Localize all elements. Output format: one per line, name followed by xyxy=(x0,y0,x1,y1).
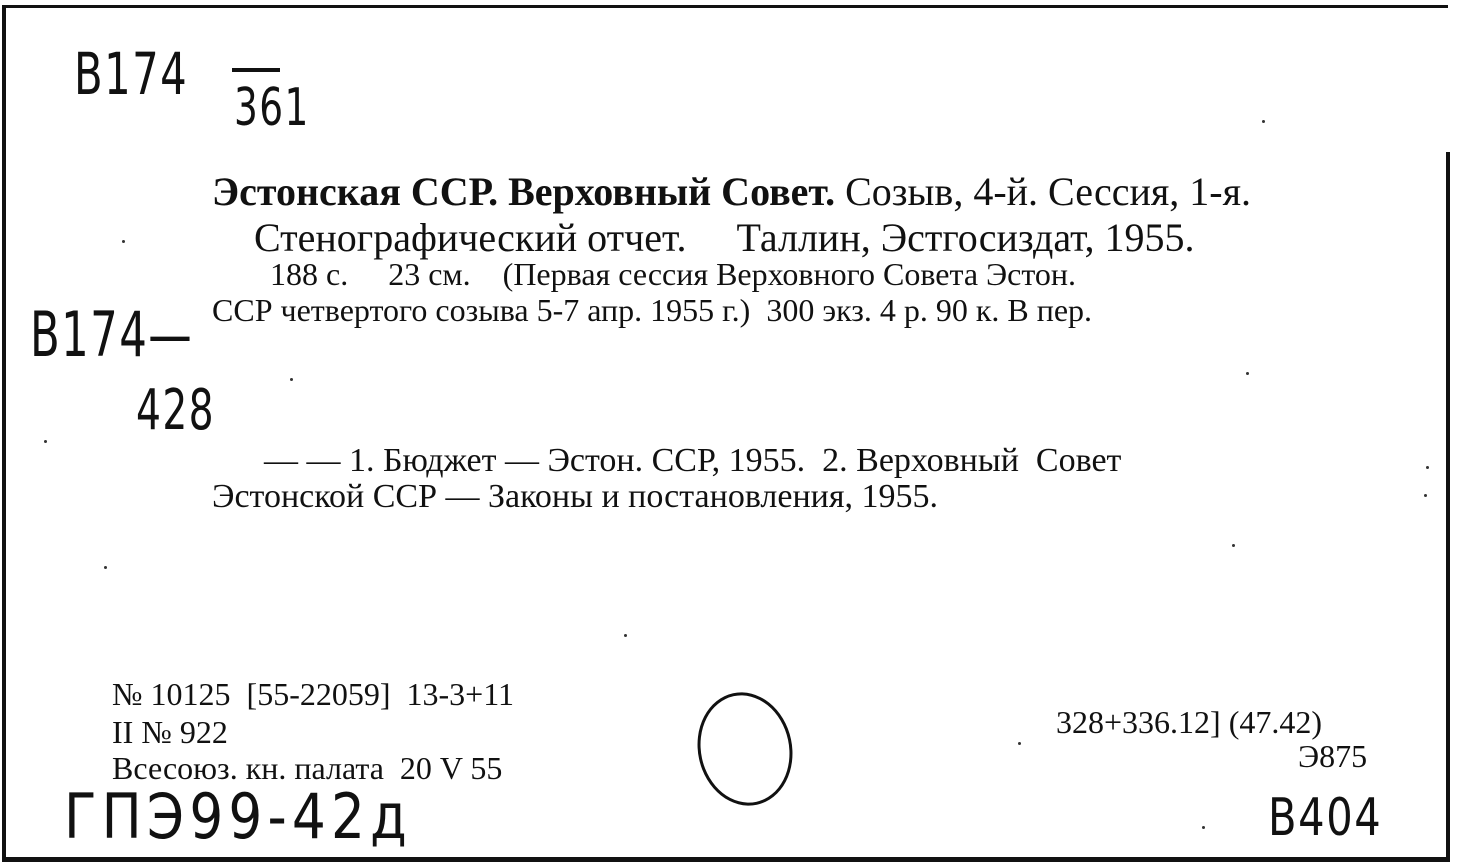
card-border-left xyxy=(2,5,6,862)
classification-number: 328+336.12] (47.42) xyxy=(1056,704,1323,740)
dust-speck xyxy=(1232,544,1235,547)
dust-speck xyxy=(104,566,107,569)
entry-line-1 xyxy=(212,168,1251,215)
dust-speck xyxy=(122,240,125,243)
drawn-circle-mark xyxy=(687,683,803,814)
handwritten-shelfmark-top-denominator: 361 xyxy=(234,78,310,138)
footer-left-line-3: Всесоюз. кн. палата 20 V 55 xyxy=(112,750,503,786)
handwritten-shelfmark-corner: B404 xyxy=(1268,788,1383,848)
footer-left-line-2: II № 922 xyxy=(112,714,228,750)
entry-line-4: ССР четвертого созыва 5-7 апр. 1955 г.) 300 экз. 4 р. 90 к. В пер. xyxy=(212,292,1093,328)
dust-speck xyxy=(1424,494,1427,497)
entry-heading: Эстонская ССР. Верховный Совет. xyxy=(212,169,836,214)
card-border-top xyxy=(2,5,1448,8)
card-border-bottom xyxy=(2,857,1448,862)
handwritten-shelfmark-middle: B174— xyxy=(30,298,194,371)
dust-speck xyxy=(624,634,627,637)
dust-speck xyxy=(1246,372,1249,375)
entry-line-3: 188 с. 23 см. (Первая сессия Верховного Совета Эстон. xyxy=(270,256,1077,292)
handwritten-shelfmark-top: B174 xyxy=(74,40,189,108)
handwritten-shelfmark-middle-denominator: 428 xyxy=(136,378,216,443)
author-mark: Э875 xyxy=(1298,738,1368,774)
entry-line-1-rest: Созыв, 4-й. Сессия, 1-я. xyxy=(845,169,1251,214)
dust-speck xyxy=(44,440,47,443)
tracing-line-1: — — 1. Бюджет — Эстон. ССР, 1955. 2. Верховный Совет xyxy=(264,442,1122,479)
entry-line-2: Стенографический отчет. Таллин, Эстгосиздат, 1955. xyxy=(254,215,1195,260)
handwritten-shelfmark-bottom: ГПЭ99-42д xyxy=(64,780,413,853)
dust-speck xyxy=(1426,466,1429,469)
dust-speck xyxy=(1018,742,1021,745)
dust-speck xyxy=(1202,826,1205,829)
dust-speck xyxy=(1262,120,1265,123)
tracing-line-2: Эстонской ССР — Законы и постановления, 1955. xyxy=(212,478,939,515)
footer-left-line-1: № 10125 [55-22059] 13-3+11 xyxy=(112,676,515,712)
fraction-bar xyxy=(232,68,280,72)
card-border-right xyxy=(1446,152,1450,862)
dust-speck xyxy=(290,378,293,381)
